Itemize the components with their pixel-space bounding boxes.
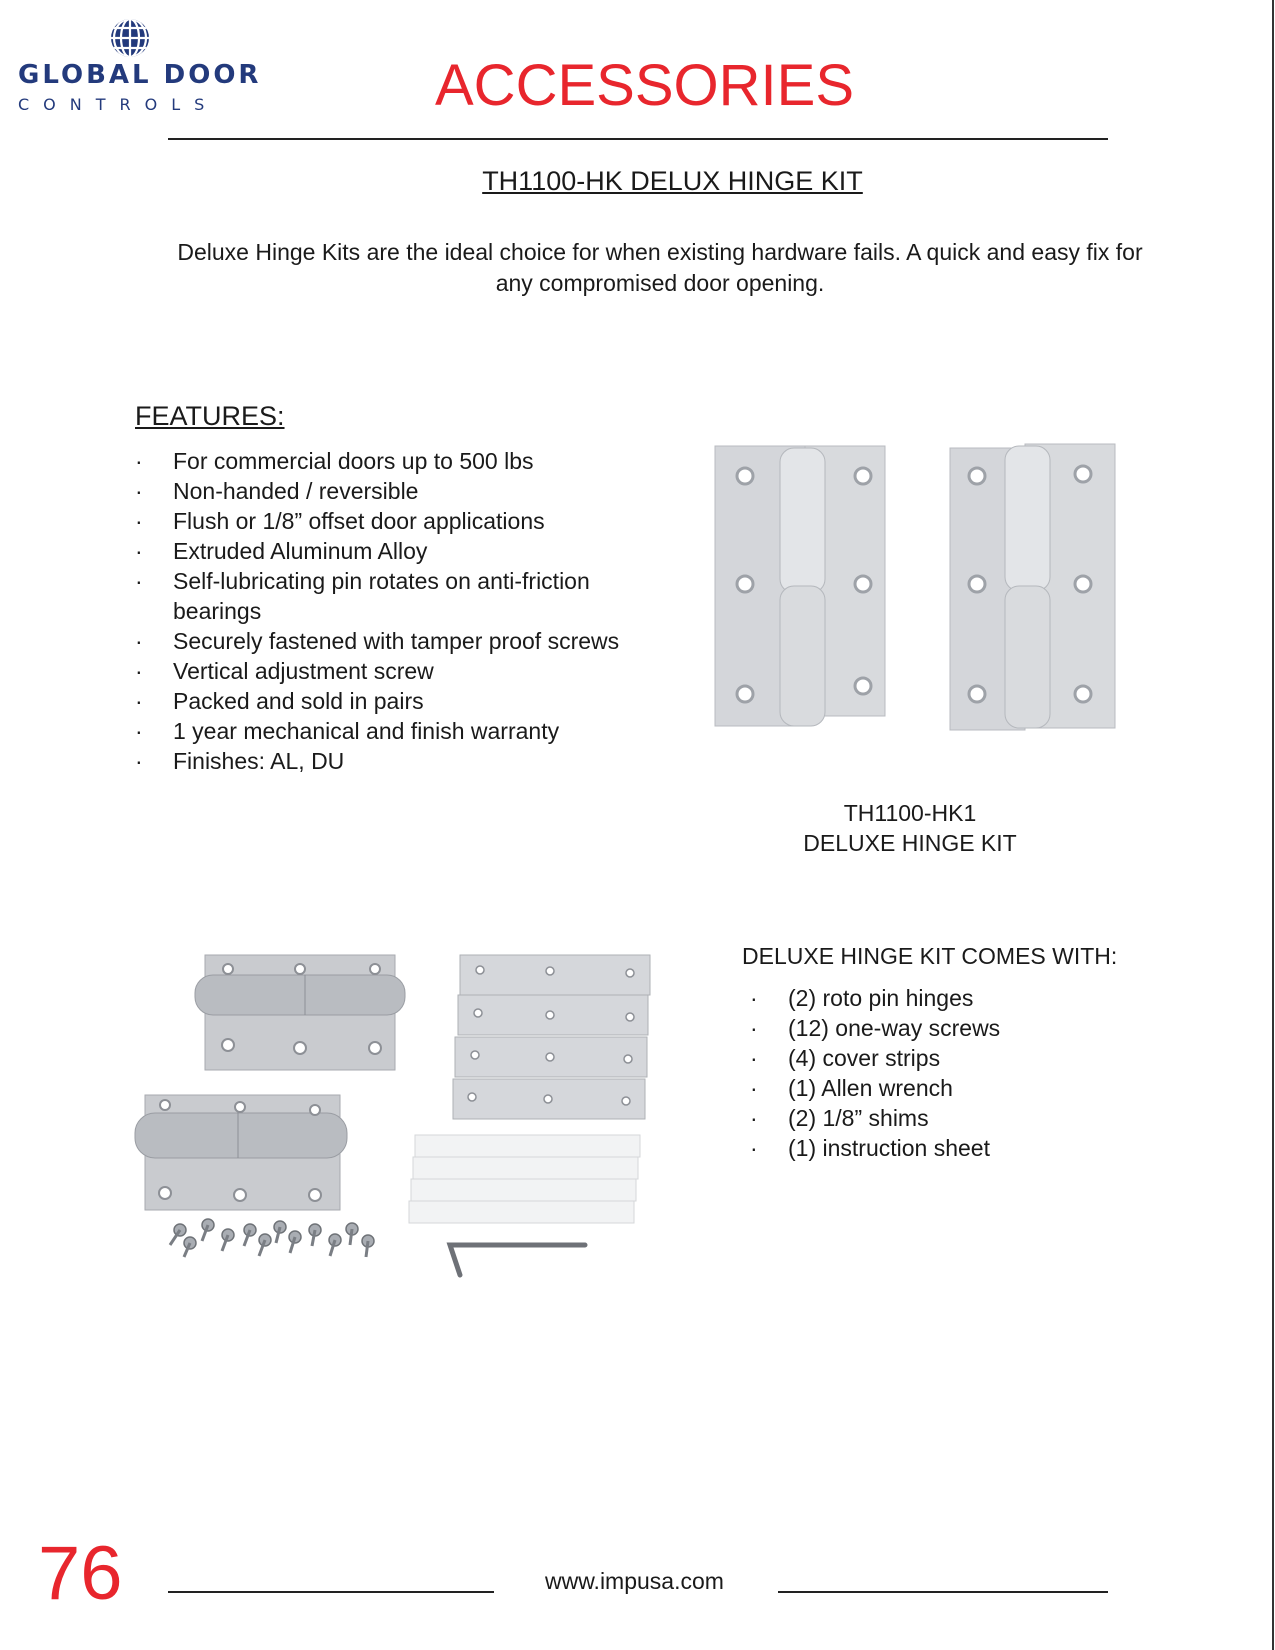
hinge-pair-photo [705, 436, 1145, 741]
list-item: · Flush or 1/8” offset door applications [173, 506, 673, 536]
logo-text-global-door: GLOBAL DOOR [18, 60, 262, 90]
product-description: Deluxe Hinge Kits are the ideal choice for when existing hardware fails. A quick and easy fix for any compromised door opening. [177, 239, 1143, 296]
page-edge-line [1272, 0, 1274, 1650]
logo-text-controls: CONTROLS [18, 95, 219, 114]
footer-divider-left [168, 1591, 494, 1593]
footer-divider-right [778, 1591, 1108, 1593]
hinge-kit-contents-photo [130, 945, 660, 1300]
list-item: · (2) 1/8” shims [788, 1103, 1188, 1133]
product-title: TH1100-HK DELUX HINGE KIT [482, 166, 863, 196]
kit-contents-heading: DELUXE HINGE KIT COMES WITH: [742, 943, 1118, 969]
page-number: 76 [38, 1531, 123, 1616]
list-item: · 1 year mechanical and finish warranty [173, 716, 673, 746]
footer-url-link[interactable]: www.impusa.com [545, 1568, 724, 1594]
caption-name: DELUXE HINGE KIT [803, 830, 1017, 856]
features-heading: FEATURES: [135, 401, 285, 431]
list-item: · (4) cover strips [788, 1043, 1188, 1073]
list-item: · (1) Allen wrench [788, 1073, 1188, 1103]
list-item: · Non-handed / reversible [173, 476, 673, 506]
list-item: · Extruded Aluminum Alloy [173, 536, 673, 566]
list-item: · (2) roto pin hinges [788, 983, 1188, 1013]
hinge-photo-caption [760, 798, 1060, 858]
features-list [173, 446, 673, 776]
list-item: · For commercial doors up to 500 lbs [173, 446, 673, 476]
list-item: · Vertical adjustment screw [173, 656, 673, 686]
page-title: ACCESSORIES [435, 53, 854, 118]
list-item: · (1) instruction sheet [788, 1133, 1188, 1163]
globe-logo-icon [108, 18, 152, 63]
list-item: · Finishes: AL, DU [173, 746, 673, 776]
list-item: · Packed and sold in pairs [173, 686, 673, 716]
list-item: · Self-lubricating pin rotates on anti-friction bearings [173, 566, 673, 626]
list-item: · Securely fastened with tamper proof screws [173, 626, 673, 656]
caption-model: TH1100-HK1 [843, 800, 977, 826]
list-item: · (12) one-way screws [788, 1013, 1188, 1043]
header-divider [168, 138, 1108, 140]
kit-contents-list [788, 983, 1188, 1163]
